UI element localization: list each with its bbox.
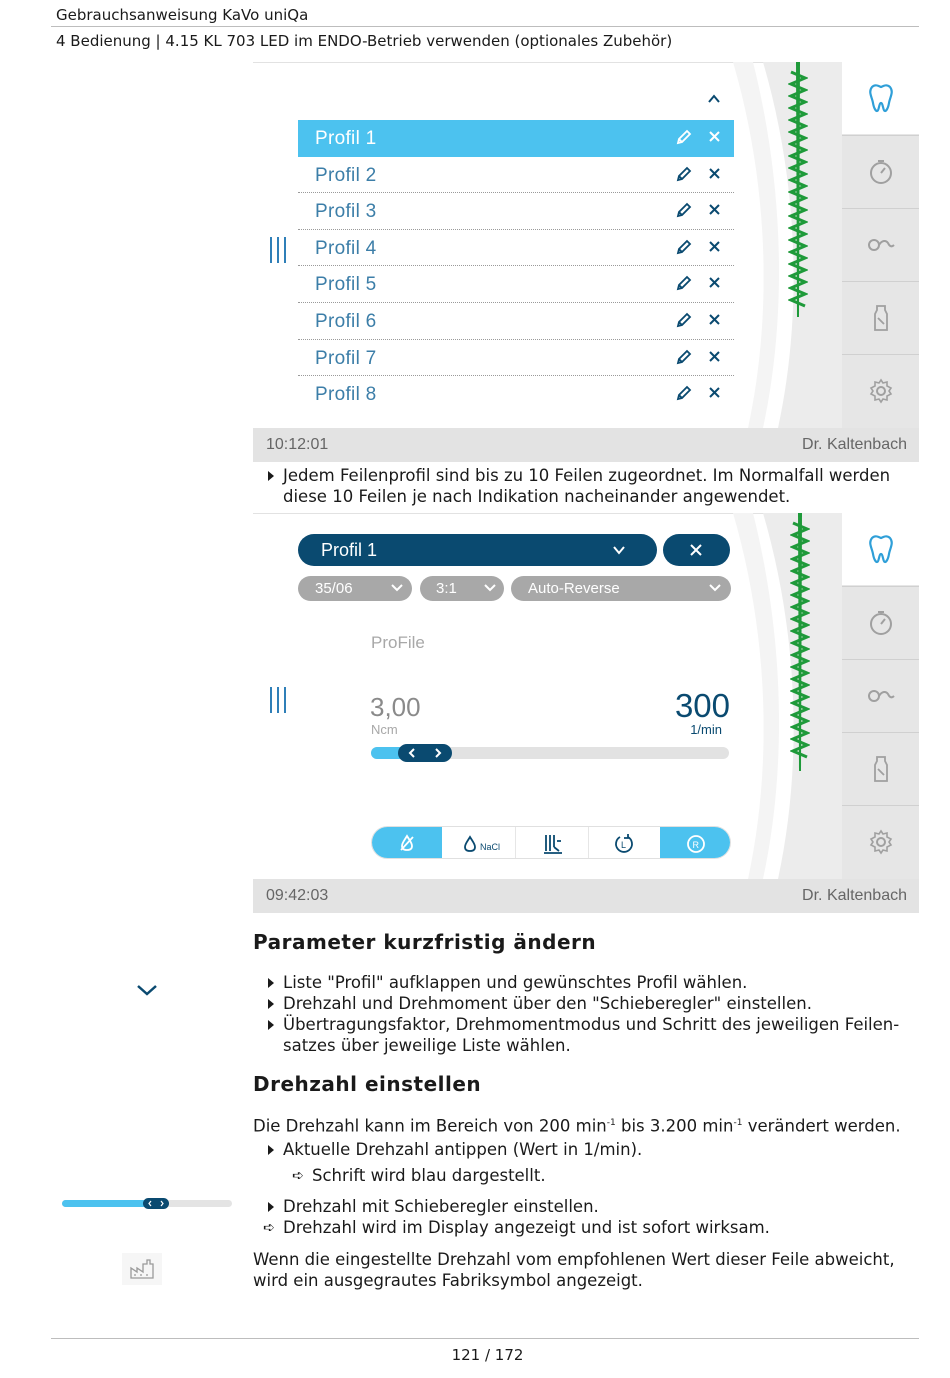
root-canal-icon — [541, 833, 565, 855]
bullet-text: Drehzahl und Drehmoment über den "Schieberegler" einstellen. — [283, 994, 812, 1013]
side-navigation-rail — [842, 513, 919, 879]
section-heading-parameters: Parameter kurzfristig ändern — [253, 930, 597, 954]
instruction-bullet — [283, 993, 812, 1014]
rotate-left-icon — [613, 833, 635, 855]
instruction-bullet — [283, 972, 747, 993]
result-line — [292, 1165, 546, 1186]
nacl-label: NaCl — [480, 842, 501, 852]
spray-bottle-icon — [871, 304, 891, 332]
section-breadcrumb: 4 Bedienung | 4.15 KL 703 LED im ENDO-Betrieb verwenden (optionales Zubehör) — [56, 32, 673, 50]
pencil-icon[interactable] — [675, 166, 692, 183]
spray-off-button[interactable] — [372, 827, 442, 859]
bullet-text: Aktuelle Drehzahl antippen (Wert in 1/min). — [283, 1140, 643, 1159]
svg-text:R: R — [692, 840, 699, 850]
result-text: Drehzahl wird im Display angezeigt und ist sofort wirksam. — [283, 1218, 770, 1237]
close-icon[interactable] — [707, 239, 722, 254]
instruction-bullet — [283, 1139, 642, 1160]
deviation-note — [253, 1249, 895, 1291]
chevron-up-icon[interactable] — [707, 93, 721, 105]
endo-file-graphic — [790, 513, 810, 771]
tab-timer[interactable] — [842, 135, 919, 208]
tooth-icon — [868, 534, 894, 564]
rotate-right-icon — [685, 833, 707, 855]
profile-dropdown-value: Profil 1 — [321, 540, 378, 560]
note-line1: Wenn die eingestellte Drehzahl vom empfohlenen Wert dieser Feile abweicht, — [253, 1250, 895, 1269]
pencil-icon[interactable] — [675, 349, 692, 366]
bullet-text-line2: diese 10 Feilen je nach Indikation nacheinander angewendet. — [283, 487, 791, 506]
profile-row-3[interactable] — [298, 193, 734, 230]
slider-thumb[interactable] — [398, 744, 452, 762]
close-icon[interactable] — [707, 166, 722, 181]
water-drop-off-icon — [398, 834, 416, 852]
profile-dropdown[interactable] — [298, 534, 657, 566]
close-icon — [689, 543, 703, 557]
profile-name: Profil 4 — [315, 237, 377, 259]
tab-settings[interactable] — [842, 354, 919, 427]
close-icon[interactable] — [707, 312, 722, 327]
note-line2: wird ein ausgegrautes Fabriksymbol angezeigt. — [253, 1271, 643, 1290]
apex-button[interactable] — [516, 827, 589, 859]
chevron-down-icon — [136, 982, 158, 998]
bullet-text-line1: Jedem Feilenprofil sind bis zu 10 Feilen zugeordnet. Im Normalfall werden — [283, 466, 891, 485]
water-drop-icon — [462, 835, 478, 853]
tab-endo[interactable] — [842, 62, 919, 134]
profile-name: Profil 6 — [315, 310, 377, 332]
document-title: Gebrauchsanweisung KaVo uniQa — [56, 6, 309, 24]
tab-care[interactable] — [842, 281, 919, 354]
chevron-left-right-icon — [406, 747, 444, 759]
profile-row-2[interactable] — [298, 157, 734, 194]
svg-text:L: L — [621, 840, 627, 850]
slider-illustration-thumb — [143, 1198, 169, 1209]
profile-row-5[interactable] — [298, 266, 734, 303]
file-size-value: 35/06 — [315, 580, 353, 597]
footer-rule — [51, 1338, 919, 1339]
instruction-bullet — [283, 1196, 599, 1217]
tab-timer[interactable] — [842, 586, 919, 659]
torque-mode-value: Auto-Reverse — [528, 580, 620, 597]
page-number: 121 / 172 — [451, 1346, 524, 1364]
result-line — [263, 1217, 770, 1238]
file-size-dropdown[interactable] — [298, 576, 412, 601]
tooth-icon — [868, 83, 894, 113]
handpiece-icon — [866, 686, 896, 706]
profile-list — [298, 120, 734, 413]
stopwatch-icon — [867, 158, 895, 186]
bullet-text-line1: Übertragungsfaktor, Drehmomentmodus und Schritt des jeweiligen Feilen- — [283, 1015, 900, 1034]
bullet-text-line2: satzes über jeweilige Liste wählen. — [283, 1036, 571, 1055]
stopwatch-icon — [867, 609, 895, 637]
speed-unit: 1/min — [690, 722, 722, 737]
clock-time: 09:42:03 — [266, 887, 329, 904]
background-curve — [723, 513, 843, 879]
side-navigation-rail — [842, 62, 919, 428]
torque-mode-dropdown[interactable] — [511, 576, 731, 601]
user-name: Dr. Kaltenbach — [802, 436, 907, 453]
clock-time: 10:12:01 — [266, 436, 329, 453]
profile-name: Profil 5 — [315, 274, 377, 296]
speed-value[interactable]: 300 — [674, 687, 730, 724]
instruction-bullet — [283, 1014, 899, 1056]
tab-care[interactable] — [842, 732, 919, 805]
pencil-icon[interactable] — [675, 239, 692, 256]
close-profile-button[interactable] — [663, 534, 730, 566]
rotation-left-button[interactable] — [589, 827, 659, 859]
gear-icon — [868, 378, 894, 404]
pencil-icon[interactable] — [675, 385, 692, 402]
ratio-dropdown[interactable] — [420, 576, 504, 601]
torque-value[interactable]: 3,00 — [370, 692, 421, 722]
endo-file-graphic — [788, 62, 808, 317]
bullet-text: Drehzahl mit Schieberegler einstellen. — [283, 1197, 599, 1216]
drag-grip-handle[interactable] — [270, 237, 288, 263]
close-icon[interactable] — [707, 129, 722, 144]
torque-unit: Ncm — [371, 722, 398, 737]
profile-name: Profil 1 — [315, 128, 377, 149]
speed-range-paragraph: Die Drehzahl kann im Bereich von 200 $\min^{-1}$ bis 3.200 $\min^{-1}$ verändert werden. — [253, 1116, 901, 1136]
rotation-right-button[interactable] — [660, 827, 731, 859]
close-icon[interactable] — [707, 349, 722, 364]
profile-row-1[interactable] — [298, 120, 734, 157]
background-curve — [723, 62, 843, 428]
profile-row-4[interactable] — [298, 230, 734, 267]
function-button-bar — [371, 826, 731, 859]
pencil-icon[interactable] — [675, 275, 692, 292]
user-name: Dr. Kaltenbach — [802, 887, 907, 904]
drag-grip-handle[interactable] — [270, 687, 288, 713]
status-bar — [253, 428, 919, 462]
screenshot-profile-list — [253, 62, 919, 462]
profile-name: Profil 8 — [315, 384, 377, 406]
tab-instruments[interactable] — [842, 659, 919, 732]
instruction-bullet — [283, 465, 890, 507]
tab-instruments[interactable] — [842, 208, 919, 281]
speed-torque-slider[interactable] — [371, 747, 729, 759]
factory-icon — [120, 1251, 164, 1287]
profile-row-8[interactable] — [298, 376, 734, 413]
chevron-down-icon — [484, 583, 496, 593]
chevron-left-right-icon — [147, 1200, 165, 1207]
result-text: Schrift wird blau dargestellt. — [312, 1166, 546, 1185]
gear-icon — [868, 829, 894, 855]
file-name: ProFile — [371, 633, 425, 652]
result-arrow-icon: ➪ — [263, 1220, 275, 1236]
chevron-down-icon — [612, 544, 626, 556]
close-icon[interactable] — [707, 202, 722, 217]
pencil-icon[interactable] — [675, 202, 692, 219]
section-heading-speed: Drehzahl einstellen — [253, 1072, 482, 1096]
profile-row-7[interactable] — [298, 340, 734, 377]
screenshot-endo-parameters — [253, 513, 919, 913]
pencil-icon[interactable] — [675, 129, 692, 146]
status-bar — [253, 879, 919, 913]
profile-name: Profil 2 — [315, 164, 377, 186]
slider-illustration — [62, 1200, 232, 1207]
close-icon[interactable] — [707, 275, 722, 290]
tab-settings[interactable] — [842, 805, 919, 878]
profile-name: Profil 3 — [315, 201, 377, 223]
result-arrow-icon: ➪ — [292, 1168, 304, 1184]
slider-illustration-fill — [62, 1200, 156, 1207]
tab-endo[interactable] — [842, 513, 919, 585]
handpiece-icon — [866, 235, 896, 255]
chevron-down-icon — [709, 583, 721, 593]
spray-bottle-icon — [871, 755, 891, 783]
close-icon[interactable] — [707, 385, 722, 400]
chevron-down-icon — [391, 583, 403, 593]
header-rule — [51, 26, 919, 27]
profile-name: Profil 7 — [315, 347, 377, 369]
nacl-button[interactable] — [443, 827, 516, 859]
ratio-value: 3:1 — [436, 580, 457, 597]
profile-row-6[interactable] — [298, 303, 734, 340]
pencil-icon[interactable] — [675, 312, 692, 329]
bullet-text: Liste "Profil" aufklappen und gewünschtes Profil wählen. — [283, 973, 748, 992]
